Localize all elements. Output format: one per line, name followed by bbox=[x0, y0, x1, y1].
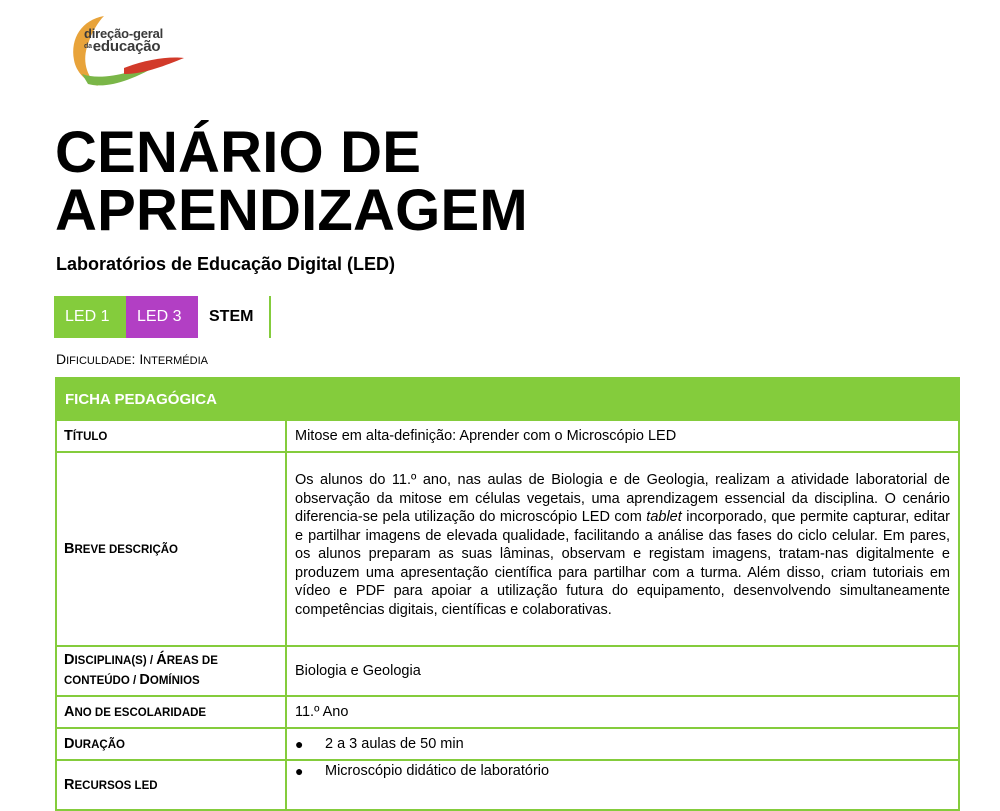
label-disciplina-c6: D bbox=[139, 672, 150, 688]
bullet-icon: ● bbox=[295, 736, 304, 752]
label-disciplina-c4: REAS DE bbox=[166, 655, 218, 667]
desc-part1: Os alunos do 11.º ano, nas aulas de Biologia e de Geologia, realizam a atividade laboratorial de observação da mitose em células vegetais, uma aprendizagem essencial da disciplina. O cenário diferencia-se pela utilização do microscópio LED com bbox=[295, 472, 950, 525]
difficulty-i: I bbox=[139, 351, 144, 367]
label-disciplina-c1: D bbox=[64, 652, 75, 668]
label-titulo bbox=[56, 420, 286, 452]
value-ano: 11.º Ano bbox=[286, 696, 959, 728]
label-breve-cap: B bbox=[64, 541, 75, 557]
row-duracao bbox=[56, 728, 959, 760]
label-ano-rest: NO DE ESCOLARIDADE bbox=[74, 707, 207, 719]
value-breve-descricao bbox=[286, 452, 959, 646]
label-titulo-rest: ÍTULO bbox=[72, 431, 108, 443]
label-disciplina-c3: Á bbox=[156, 652, 167, 668]
list-item bbox=[295, 736, 950, 752]
bullet-icon: ● bbox=[295, 763, 304, 779]
difficulty-label bbox=[56, 351, 208, 367]
label-ano bbox=[56, 696, 286, 728]
value-duracao bbox=[286, 728, 959, 760]
ficha-header-row bbox=[56, 378, 959, 420]
row-recursos-led bbox=[56, 760, 959, 810]
page-subtitle: Laboratórios de Educação Digital (LED) bbox=[56, 254, 396, 274]
row-ano-escolaridade bbox=[56, 696, 959, 728]
label-disciplina-c7: OMÍNIOS bbox=[149, 675, 200, 687]
tag-led3: LED 3 bbox=[126, 296, 198, 338]
row-breve-descricao bbox=[56, 452, 959, 646]
desc-part2: incorporado, que permite capturar, editar e partilhar imagens de elevada qualidade, facilitando a análise das fases do ciclo celular. Em pares, os alunos preparam as suas lâminas, observam e registam imagens, tratam-nas digitalmente e produzem uma apresentação científica para partilhar com a turma. Além disso, criam tutoriais em vídeo e PDF para apoiar a utilização futura do equipamento, desenvolvendo simultaneamente competências digitais, científicas e colaborativas. bbox=[295, 509, 950, 618]
difficulty-i-rest: NTERMÉDIA bbox=[143, 355, 208, 367]
tag-bar bbox=[54, 296, 271, 338]
ficha-pedagogica-table bbox=[55, 377, 960, 811]
label-duracao-rest: URAÇÃO bbox=[74, 739, 125, 751]
label-disciplina-c2: ISCIPLINA(S) / bbox=[74, 655, 157, 667]
page-title-line1: CENÁRIO DE bbox=[55, 120, 422, 185]
row-disciplina bbox=[56, 646, 959, 696]
logo-text-line1: direção-geral bbox=[84, 26, 164, 41]
value-titulo: Mitose em alta-definição: Aprender com o Microscópio LED bbox=[286, 420, 959, 452]
label-recursos bbox=[56, 760, 286, 810]
logo-text-da: da bbox=[84, 43, 92, 50]
label-recursos-rest: ECURSOS LED bbox=[74, 780, 158, 792]
logo-text-line2 bbox=[84, 38, 160, 55]
list-item bbox=[295, 763, 950, 779]
row-titulo bbox=[56, 420, 959, 452]
label-disciplina-c5: CONTEÚDO / bbox=[64, 675, 140, 687]
label-breve-rest: REVE DESCRIÇÃO bbox=[74, 544, 179, 556]
logo-text-educacao: educação bbox=[92, 38, 161, 55]
difficulty-sep: : bbox=[131, 351, 140, 367]
label-disciplina bbox=[56, 646, 286, 696]
difficulty-d-rest: IFICULDADE bbox=[66, 355, 132, 367]
label-breve-descricao bbox=[56, 452, 286, 646]
label-titulo-cap: T bbox=[64, 428, 73, 444]
label-recursos-cap: R bbox=[64, 777, 75, 793]
ficha-header: FICHA PEDAGÓGICA bbox=[56, 378, 959, 420]
difficulty-d: D bbox=[56, 351, 67, 367]
tag-led1: LED 1 bbox=[54, 296, 126, 338]
label-ano-cap: A bbox=[64, 704, 75, 720]
label-duracao bbox=[56, 728, 286, 760]
list-item-text: Microscópio didático de laboratório bbox=[325, 763, 550, 779]
page-title bbox=[55, 120, 528, 243]
list-item-text: 2 a 3 aulas de 50 min bbox=[325, 736, 464, 752]
page-title-line2: APRENDIZAGEM bbox=[55, 178, 528, 243]
value-disciplina: Biologia e Geologia bbox=[286, 646, 959, 696]
tag-stem: STEM bbox=[198, 296, 271, 338]
label-duracao-cap: D bbox=[64, 736, 75, 752]
value-recursos bbox=[286, 760, 959, 810]
desc-italic: tablet bbox=[646, 509, 682, 525]
